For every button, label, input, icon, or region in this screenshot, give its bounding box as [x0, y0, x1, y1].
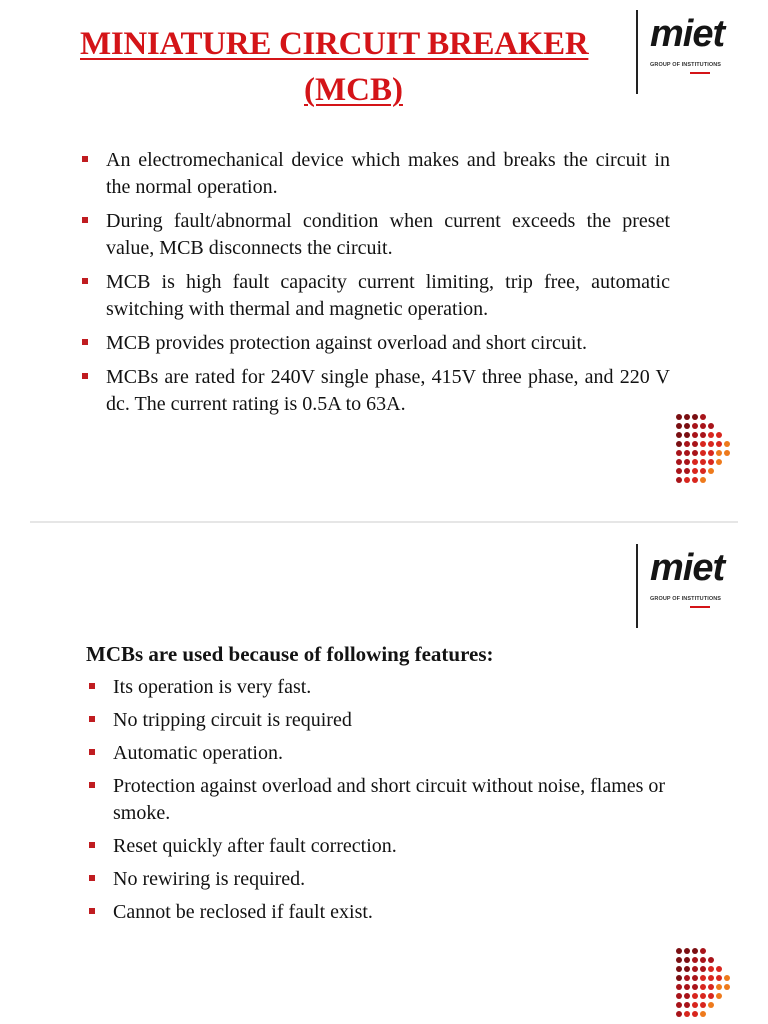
miet-logo [636, 10, 740, 94]
bullet-text: MCB is high fault capacity current limiting, trip free, automatic switching with thermal and magnetic operation. [106, 271, 670, 320]
decorative-dot [724, 441, 730, 447]
bullet-icon [82, 278, 88, 284]
decorative-dot [692, 1011, 698, 1017]
decorative-dot [700, 984, 706, 990]
bullet-icon [89, 908, 95, 914]
features-heading: MCBs are used because of following features: [86, 642, 494, 666]
bullet-text: MCB provides protection against overload and short circuit. [106, 332, 588, 354]
feature-text: No rewiring is required. [113, 868, 306, 890]
decorative-dot [684, 459, 690, 465]
decorative-dot [692, 441, 698, 447]
decorative-dot [684, 450, 690, 456]
feature-text: Cannot be reclosed if fault exist. [113, 901, 373, 923]
decorative-dot [692, 993, 698, 999]
slide-divider [30, 521, 738, 523]
bullet-text: During fault/abnormal condition when current exceeds the preset value, MCB disconnects the circuit. [106, 210, 670, 259]
decorative-dot [676, 441, 682, 447]
slide-title: MINIATURE CIRCUIT BREAKER [80, 26, 589, 62]
decorative-dot [716, 459, 722, 465]
decorative-dot [708, 468, 714, 474]
decorative-dot [700, 975, 706, 981]
decorative-dot [676, 432, 682, 438]
feature-item [113, 773, 673, 827]
decorative-dot [684, 1002, 690, 1008]
decorative-dot [700, 993, 706, 999]
decorative-dot [676, 477, 682, 483]
logo-tagline: GROUP OF INSTITUTIONS [650, 62, 722, 68]
decorative-dot [684, 1011, 690, 1017]
feature-item [113, 674, 673, 701]
decorative-dot [684, 477, 690, 483]
bullet-icon [89, 683, 95, 689]
decorative-dot [716, 966, 722, 972]
feature-text: No tripping circuit is required [113, 709, 352, 731]
bullet-text: An electromechanical device which makes and breaks the circuit in the normal operation. [106, 149, 670, 198]
feature-item [113, 866, 673, 893]
decorative-dot [708, 984, 714, 990]
decorative-dot [676, 966, 682, 972]
bullet-item [106, 147, 670, 201]
decorative-dot [684, 984, 690, 990]
bullet-list [106, 147, 670, 425]
decorative-dot [708, 423, 714, 429]
decorative-dot [700, 966, 706, 972]
bullet-item [106, 330, 670, 357]
decorative-dot [708, 957, 714, 963]
feature-item [113, 707, 673, 734]
decorative-dot [676, 1002, 682, 1008]
feature-text: Its operation is very fast. [113, 676, 312, 698]
decorative-dot [700, 468, 706, 474]
decorative-dot [700, 459, 706, 465]
decorative-dot [684, 468, 690, 474]
decorative-dot [700, 432, 706, 438]
decorative-dot [700, 948, 706, 954]
feature-list [113, 674, 673, 932]
bullet-icon [82, 339, 88, 345]
decorative-dot [684, 948, 690, 954]
decorative-dot [692, 450, 698, 456]
feature-item [113, 833, 673, 860]
decorative-dot [716, 450, 722, 456]
decorative-dot [692, 423, 698, 429]
logo-divider [636, 544, 638, 628]
decorative-dot [708, 450, 714, 456]
decorative-dot [684, 441, 690, 447]
decorative-dot [676, 450, 682, 456]
decorative-dot [684, 993, 690, 999]
decorative-dot [700, 477, 706, 483]
decorative-dot [692, 432, 698, 438]
decorative-dot [700, 1002, 706, 1008]
bullet-item [106, 364, 670, 418]
decorative-dot [676, 1011, 682, 1017]
decorative-dot [684, 957, 690, 963]
decorative-dot [692, 477, 698, 483]
decorative-dot [716, 993, 722, 999]
decorative-dot [724, 975, 730, 981]
decorative-dot [700, 1011, 706, 1017]
decorative-dot [692, 957, 698, 963]
decorative-dot [676, 459, 682, 465]
decorative-dot [692, 966, 698, 972]
decorative-dot [708, 432, 714, 438]
decorative-dot [700, 441, 706, 447]
decorative-dot [676, 468, 682, 474]
decorative-dot [708, 966, 714, 972]
decorative-dot [676, 957, 682, 963]
decorative-dot [692, 975, 698, 981]
decorative-dot [684, 432, 690, 438]
bullet-icon [89, 782, 95, 788]
decorative-dot [692, 984, 698, 990]
decorative-dot [692, 414, 698, 420]
logo-tagline: GROUP OF INSTITUTIONS [650, 596, 722, 602]
decorative-dot [708, 975, 714, 981]
decorative-dot [700, 450, 706, 456]
decorative-dot [684, 414, 690, 420]
slide-subtitle: (MCB) [304, 72, 403, 108]
feature-text: Automatic operation. [113, 742, 283, 764]
decorative-dot [716, 984, 722, 990]
decorative-dot [676, 414, 682, 420]
decorative-dot [692, 459, 698, 465]
logo-underline [690, 606, 710, 608]
feature-text: Reset quickly after fault correction. [113, 835, 397, 857]
logo-mark: miet [650, 547, 725, 589]
decorative-dot [700, 957, 706, 963]
decorative-dot [676, 948, 682, 954]
bullet-icon [89, 716, 95, 722]
bullet-item [106, 208, 670, 262]
decorative-dot [700, 414, 706, 420]
bullet-item [106, 269, 670, 323]
bullet-icon [82, 373, 88, 379]
decorative-dot [724, 450, 730, 456]
feature-item [113, 899, 673, 926]
decorative-dot [708, 1002, 714, 1008]
miet-logo [636, 544, 740, 628]
decorative-dot [692, 1002, 698, 1008]
decorative-dot [676, 423, 682, 429]
bullet-icon [89, 749, 95, 755]
bullet-icon [82, 156, 88, 162]
decorative-dot [676, 984, 682, 990]
logo-mark: miet [650, 13, 725, 55]
decorative-dot [684, 966, 690, 972]
decorative-dot [708, 441, 714, 447]
decorative-dot [692, 948, 698, 954]
decorative-dot [684, 975, 690, 981]
bullet-icon [82, 217, 88, 223]
decorative-dot [716, 441, 722, 447]
feature-item [113, 740, 673, 767]
bullet-icon [89, 842, 95, 848]
bullet-icon [89, 875, 95, 881]
decorative-dot [716, 975, 722, 981]
slide-2 [0, 526, 768, 1024]
logo-divider [636, 10, 638, 94]
logo-underline [690, 72, 710, 74]
decorative-dot [724, 984, 730, 990]
decorative-dot [708, 993, 714, 999]
decorative-dot [684, 423, 690, 429]
decorative-dot [692, 468, 698, 474]
decorative-dot [676, 975, 682, 981]
decorative-dot [676, 993, 682, 999]
decorative-dot [716, 432, 722, 438]
decorative-dot [700, 423, 706, 429]
feature-text: Protection against overload and short circuit without noise, flames or smoke. [113, 775, 666, 824]
decorative-dot [708, 459, 714, 465]
bullet-text: MCBs are rated for 240V single phase, 415V three phase, and 220 V dc. The current rating is 0.5A to 63A. [106, 366, 670, 415]
